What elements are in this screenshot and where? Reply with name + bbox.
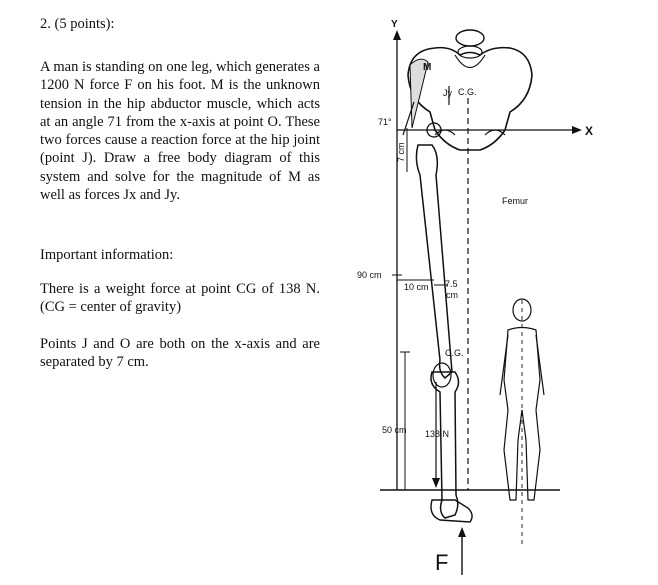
question-number: 2. (5 points):	[40, 16, 115, 32]
pelvis-cg-label: C.G.	[458, 87, 477, 97]
dim-75-top: 7.5	[445, 279, 458, 289]
info-weight: There is a weight force at point CG of 138 N. (CG = center of gravity)	[40, 281, 320, 316]
lower-leg	[431, 372, 459, 518]
force-f-label: F	[435, 550, 449, 575]
x-axis-arrow	[572, 126, 582, 134]
vertebra	[456, 30, 484, 46]
dim-75-bottom: cm	[446, 290, 458, 300]
y-axis-label: Y	[391, 19, 398, 30]
dim-10-label: 10 cm	[404, 282, 429, 292]
foot	[431, 500, 472, 522]
info-points: Points J and O are both on the x-axis and are separated by 7 cm.	[40, 336, 320, 371]
dim-90-label: 90 cm	[357, 270, 382, 280]
info-heading: Important information:	[40, 247, 174, 263]
femur-bone	[416, 145, 452, 378]
sacrum	[455, 55, 485, 68]
force-f-head	[458, 527, 466, 537]
x-axis-label: X	[585, 124, 594, 138]
femur-label: Femur	[502, 196, 529, 206]
problem-statement: A man is standing on one leg, which generates a 1200 N force F on his foot. M is the unknown tension in the hip abductor muscle, which acts at an angle 71 from the x-axis at point O. These two forces cause a reaction force at the hip joint (point J). Draw a free body diagram of this system and solve for the magnitude of M as well as forces Jx and Jy.	[40, 59, 320, 204]
weight-arrow-head	[432, 478, 440, 488]
y-axis-arrow	[393, 30, 401, 40]
seven-cm-label: 7 cm	[396, 142, 406, 162]
muscle-label: M	[423, 62, 432, 73]
weight-label: 138 N	[425, 429, 450, 439]
angle-label: 71°	[378, 117, 392, 127]
jy-label: Jy	[443, 88, 452, 98]
dim-50-label: 50 cm	[382, 425, 407, 435]
leg-cg-label: C.G.	[445, 348, 464, 358]
